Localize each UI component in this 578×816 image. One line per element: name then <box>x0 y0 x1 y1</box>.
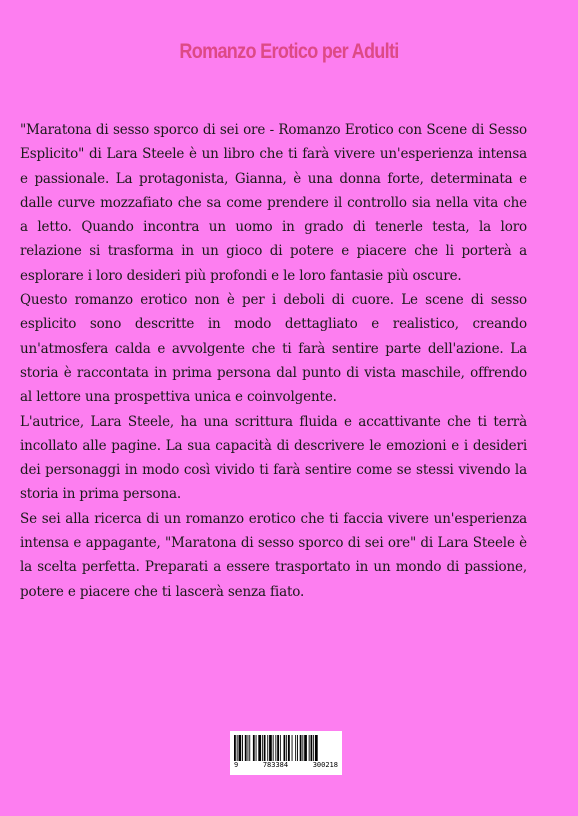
barcode-bar <box>234 735 236 761</box>
barcode-digits <box>234 761 338 769</box>
barcode-bar <box>262 735 263 761</box>
barcode-bar <box>277 735 279 761</box>
barcode-bar <box>286 735 287 761</box>
barcode-bar <box>315 735 318 761</box>
barcode-bar <box>242 735 243 761</box>
barcode-bar <box>239 735 242 761</box>
barcode-bar <box>269 735 272 761</box>
barcode-bar <box>297 735 298 761</box>
barcode-bar <box>311 735 313 761</box>
isbn-barcode <box>230 731 342 775</box>
back-cover-blurb <box>20 118 527 604</box>
blurb-paragraph: Se sei alla ricerca di un romanzo erotico che ti faccia vivere un'esperienza intensa e appagante, "Maratona di sesso sporco di sei ore" di Lara Steele è la scelta perfetta. Preparati a essere trasportato in un mondo di passione, potere e piacere che ti lascerà senza fiato. <box>20 510 527 600</box>
barcode-bar <box>280 735 281 761</box>
cover-header: Romanzo Erotico per Adulti <box>179 40 399 63</box>
barcode-bar <box>288 735 290 761</box>
barcode-bar <box>245 735 247 761</box>
barcode-bar <box>313 735 314 761</box>
barcode-bar <box>302 735 303 761</box>
barcode-digit-group-left: 783384 <box>262 761 289 769</box>
barcode-bar <box>264 735 266 761</box>
barcode-bar <box>237 735 238 761</box>
barcode-bar <box>295 735 296 761</box>
barcode-digit-prefix: 9 <box>234 761 239 769</box>
barcode-bar <box>309 735 310 761</box>
barcode-bar <box>300 735 302 761</box>
barcode-bar <box>292 735 293 761</box>
barcode-bars <box>233 735 339 761</box>
barcode-bar <box>249 735 250 761</box>
barcode-bar <box>284 735 286 761</box>
barcode-bar <box>273 735 274 761</box>
barcode-bar <box>258 735 261 761</box>
blurb-paragraph: "Maratona di sesso sporco di sei ore - Romanzo Erotico con Scene di Sesso Esplicito" di Lara Steele è un libro che ti farà vivere un'esperienza intensa e passionale. La protagonista, Gianna, è una donna forte, determinata e dalle curve mozzafiato che sa come prendere il controllo sia nella vita che a letto. Quando incontra un uomo in grado di tenerle testa, la loro relazione si trasforma in un gioco di potere e piacere che li porterà a esplorare i loro desideri più profondi e le loro fantasie più oscure. <box>20 122 527 284</box>
barcode-digit-group-right: 300218 <box>312 761 338 769</box>
blurb-paragraph: Questo romanzo erotico non è per i deboli di cuore. Le scene di sesso esplicito sono descritte in modo dettagliato e realistico, creando un'atmosfera calda e avvolgente che ti farà sentire parte dell'azione. La storia è raccontata in prima persona dal punto di vista maschile, offrendo al lettore una prospettiva unica e coinvolgente. <box>20 292 527 406</box>
barcode-bar <box>304 735 307 761</box>
blurb-paragraph: L'autrice, Lara Steele, ha una scrittura fluida e accattivante che ti terrà incollato alle pagine. La sua capacità di descrivere le emozioni e i desideri dei personaggi in modo così vivido ti farà sentire come se stessi vivendo la storia in prima persona. <box>20 413 527 503</box>
barcode-bar <box>253 735 255 761</box>
barcode-bar <box>248 735 249 761</box>
barcode-bar <box>256 735 257 761</box>
barcode-bar <box>267 735 268 761</box>
barcode-bar <box>275 735 276 761</box>
